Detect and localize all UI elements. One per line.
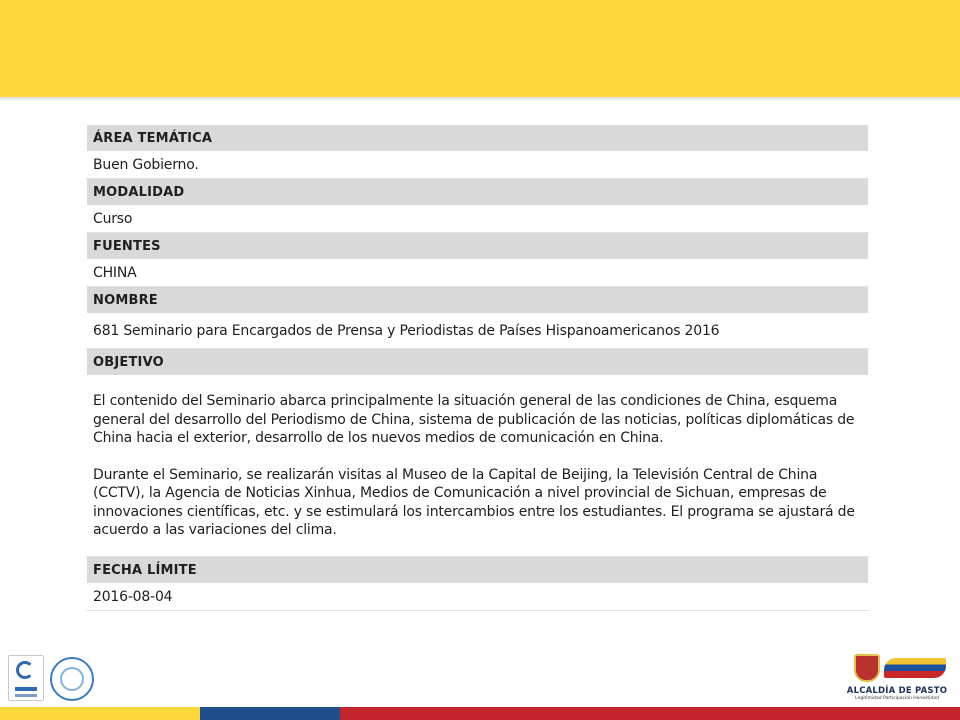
stripe-red [340,707,960,720]
flag-wave-icon [884,658,946,678]
table-row [87,152,869,179]
table-row [87,233,869,260]
coat-of-arms-icon [854,654,880,682]
section-label-modalidad: MODALIDAD [87,179,869,206]
table-row [87,179,869,206]
objetivo-paragraph-1: El contenido del Seminario abarca principalmente la situación general de las condiciones de China, esquema general del desarrollo del Periodismo de China, sistema de publicación de las noticias, políticas diplomáticas de China hacia el exterior, desarrollo de los nuevos medios de comunicación en China. [93,393,855,447]
table-row [87,376,869,557]
section-label-fecha-limite: FECHA LÍMITE [87,557,869,584]
certification-logos [8,655,94,701]
top-yellow-band [0,0,960,97]
band-shadow [0,97,960,101]
table-row [87,314,869,349]
section-value-area-tematica: Buen Gobierno. [87,152,869,179]
section-label-objetivo: OBJETIVO [87,349,869,376]
table-row [87,260,869,287]
section-value-fecha-limite: 2016-08-04 [87,584,869,611]
table-row [87,584,869,611]
table-row [87,206,869,233]
table-row [87,349,869,376]
flag-stripe [0,707,960,720]
section-value-objetivo [87,376,869,557]
stripe-yellow [0,707,200,720]
table-row [87,287,869,314]
table-row [87,557,869,584]
quality-seal-icon [50,657,94,701]
iso-certification-icon [8,655,44,701]
objetivo-paragraph-2: Durante el Seminario, se realizarán visitas al Museo de la Capital de Beijing, la Televisión Central de China (CCTV), la Agencia de Noticias Xinhua, Medios de Comunicación a nivel provincial de Sichuan, empresas de innovaciones científicas, etc. y se estimulará los intercambios entre los estudiantes. El programa se ajustará de acuerdo a las variaciones del clima. [93,466,855,539]
table-row [87,125,869,152]
stripe-blue [200,707,340,720]
logo-motto: Legitimidad Participación Honestidad [855,696,939,701]
section-value-modalidad: Curso [87,206,869,233]
section-label-fuentes: FUENTES [87,233,869,260]
info-table [86,124,869,611]
section-value-fuentes: CHINA [87,260,869,287]
alcaldia-logo [842,650,952,702]
section-label-area-tematica: ÁREA TEMÁTICA [87,125,869,152]
section-value-nombre: 681 Seminario para Encargados de Prensa y Periodistas de Países Hispanoamericanos 2016 [87,314,869,349]
logo-name: ALCALDÍA DE PASTO [846,686,948,696]
section-label-nombre: NOMBRE [87,287,869,314]
